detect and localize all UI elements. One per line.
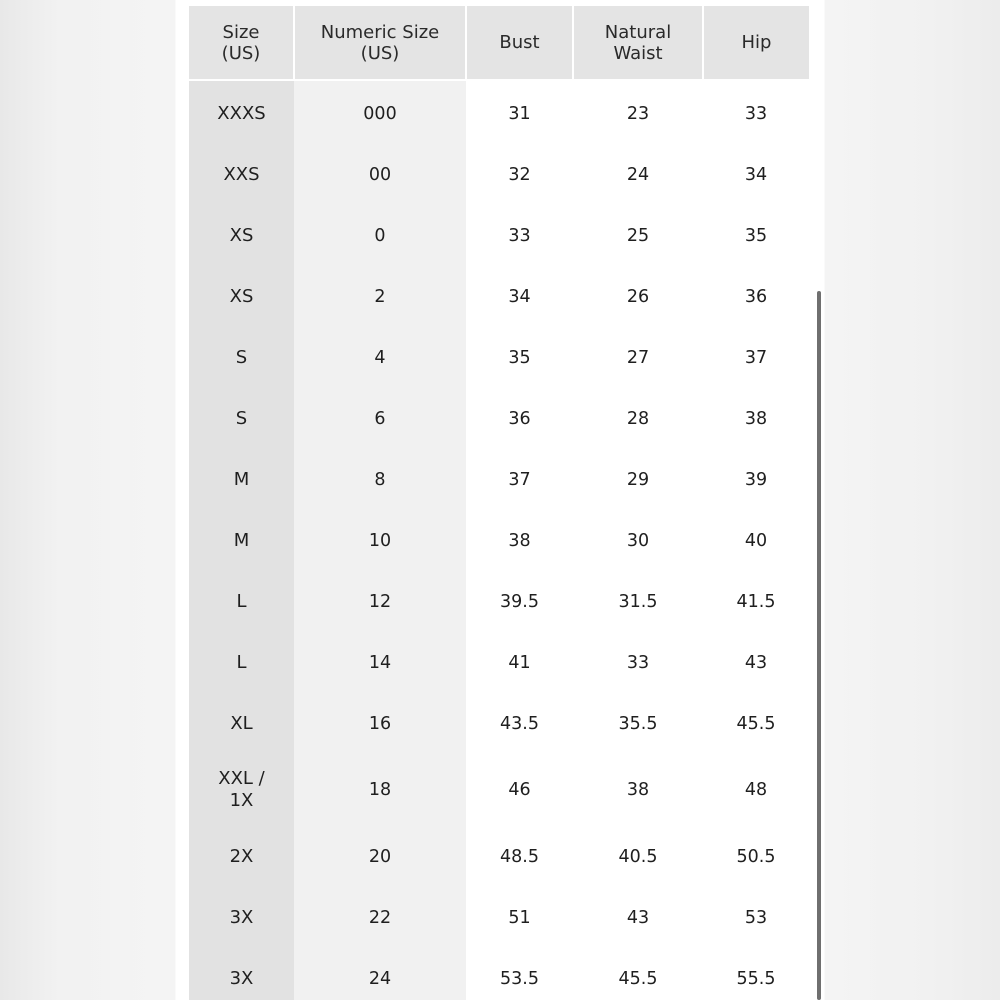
numeric-size-cell: 0 bbox=[294, 205, 466, 266]
hip-cell: 35 bbox=[703, 205, 809, 266]
bust-cell: 33 bbox=[466, 205, 573, 266]
bust-cell: 39.5 bbox=[466, 571, 573, 632]
natural-waist-cell: 28 bbox=[573, 388, 703, 449]
hip-cell: 40 bbox=[703, 510, 809, 571]
numeric-size-cell: 22 bbox=[294, 887, 466, 948]
bust-cell: 37 bbox=[466, 449, 573, 510]
size-cell: 2X bbox=[189, 826, 294, 887]
table-row bbox=[189, 754, 809, 826]
table-row bbox=[189, 449, 809, 510]
header-size: Size (US) bbox=[189, 6, 294, 80]
size-cell: XXL / 1X bbox=[189, 754, 294, 826]
vertical-scrollbar[interactable] bbox=[817, 291, 821, 1000]
numeric-size-cell: 16 bbox=[294, 693, 466, 754]
table-row bbox=[189, 266, 809, 327]
size-cell: L bbox=[189, 571, 294, 632]
hip-cell: 38 bbox=[703, 388, 809, 449]
numeric-size-cell: 6 bbox=[294, 388, 466, 449]
table-row bbox=[189, 887, 809, 948]
header-natural-waist: Natural Waist bbox=[573, 6, 703, 80]
table-row bbox=[189, 510, 809, 571]
size-rows bbox=[189, 80, 809, 1000]
bust-cell: 46 bbox=[466, 754, 573, 826]
hip-cell: 48 bbox=[703, 754, 809, 826]
hip-cell: 36 bbox=[703, 266, 809, 327]
numeric-size-cell: 000 bbox=[294, 80, 466, 144]
hip-cell: 37 bbox=[703, 327, 809, 388]
numeric-size-cell: 12 bbox=[294, 571, 466, 632]
numeric-size-cell: 00 bbox=[294, 144, 466, 205]
hip-cell: 55.5 bbox=[703, 948, 809, 1000]
table-row bbox=[189, 327, 809, 388]
size-cell: M bbox=[189, 510, 294, 571]
table-row bbox=[189, 144, 809, 205]
table-row bbox=[189, 388, 809, 449]
hip-cell: 33 bbox=[703, 80, 809, 144]
natural-waist-cell: 27 bbox=[573, 327, 703, 388]
bust-cell: 43.5 bbox=[466, 693, 573, 754]
size-cell: S bbox=[189, 327, 294, 388]
natural-waist-cell: 45.5 bbox=[573, 948, 703, 1000]
bust-cell: 51 bbox=[466, 887, 573, 948]
natural-waist-cell: 29 bbox=[573, 449, 703, 510]
bust-cell: 48.5 bbox=[466, 826, 573, 887]
numeric-size-cell: 20 bbox=[294, 826, 466, 887]
bust-cell: 32 bbox=[466, 144, 573, 205]
natural-waist-cell: 23 bbox=[573, 80, 703, 144]
bust-cell: 38 bbox=[466, 510, 573, 571]
natural-waist-cell: 26 bbox=[573, 266, 703, 327]
hip-cell: 43 bbox=[703, 632, 809, 693]
size-cell: XL bbox=[189, 693, 294, 754]
natural-waist-cell: 33 bbox=[573, 632, 703, 693]
natural-waist-cell: 38 bbox=[573, 754, 703, 826]
size-cell: XS bbox=[189, 266, 294, 327]
natural-waist-cell: 43 bbox=[573, 887, 703, 948]
natural-waist-cell: 40.5 bbox=[573, 826, 703, 887]
bust-cell: 36 bbox=[466, 388, 573, 449]
numeric-size-cell: 4 bbox=[294, 327, 466, 388]
header-row bbox=[189, 6, 809, 80]
bust-cell: 31 bbox=[466, 80, 573, 144]
hip-cell: 50.5 bbox=[703, 826, 809, 887]
bust-cell: 41 bbox=[466, 632, 573, 693]
size-cell: M bbox=[189, 449, 294, 510]
size-cell: L bbox=[189, 632, 294, 693]
size-cell: S bbox=[189, 388, 294, 449]
natural-waist-cell: 31.5 bbox=[573, 571, 703, 632]
bust-cell: 53.5 bbox=[466, 948, 573, 1000]
numeric-size-cell: 8 bbox=[294, 449, 466, 510]
size-cell: 3X bbox=[189, 948, 294, 1000]
natural-waist-cell: 30 bbox=[573, 510, 703, 571]
size-chart-table bbox=[189, 6, 809, 1000]
table-row bbox=[189, 826, 809, 887]
natural-waist-cell: 24 bbox=[573, 144, 703, 205]
header-numeric-size: Numeric Size (US) bbox=[294, 6, 466, 80]
table-row bbox=[189, 571, 809, 632]
numeric-size-cell: 14 bbox=[294, 632, 466, 693]
hip-cell: 45.5 bbox=[703, 693, 809, 754]
bust-cell: 35 bbox=[466, 327, 573, 388]
hip-cell: 41.5 bbox=[703, 571, 809, 632]
hip-cell: 39 bbox=[703, 449, 809, 510]
numeric-size-cell: 18 bbox=[294, 754, 466, 826]
table-row bbox=[189, 693, 809, 754]
table-row bbox=[189, 632, 809, 693]
hip-cell: 53 bbox=[703, 887, 809, 948]
size-cell: XXXS bbox=[189, 80, 294, 144]
bust-cell: 34 bbox=[466, 266, 573, 327]
size-cell: XS bbox=[189, 205, 294, 266]
hip-cell: 34 bbox=[703, 144, 809, 205]
table-row bbox=[189, 948, 809, 1000]
numeric-size-cell: 10 bbox=[294, 510, 466, 571]
table-row bbox=[189, 205, 809, 266]
natural-waist-cell: 35.5 bbox=[573, 693, 703, 754]
size-cell: 3X bbox=[189, 887, 294, 948]
numeric-size-cell: 24 bbox=[294, 948, 466, 1000]
table-row bbox=[189, 80, 809, 144]
size-cell: XXS bbox=[189, 144, 294, 205]
numeric-size-cell: 2 bbox=[294, 266, 466, 327]
natural-waist-cell: 25 bbox=[573, 205, 703, 266]
header-hip: Hip bbox=[703, 6, 809, 80]
header-bust: Bust bbox=[466, 6, 573, 80]
